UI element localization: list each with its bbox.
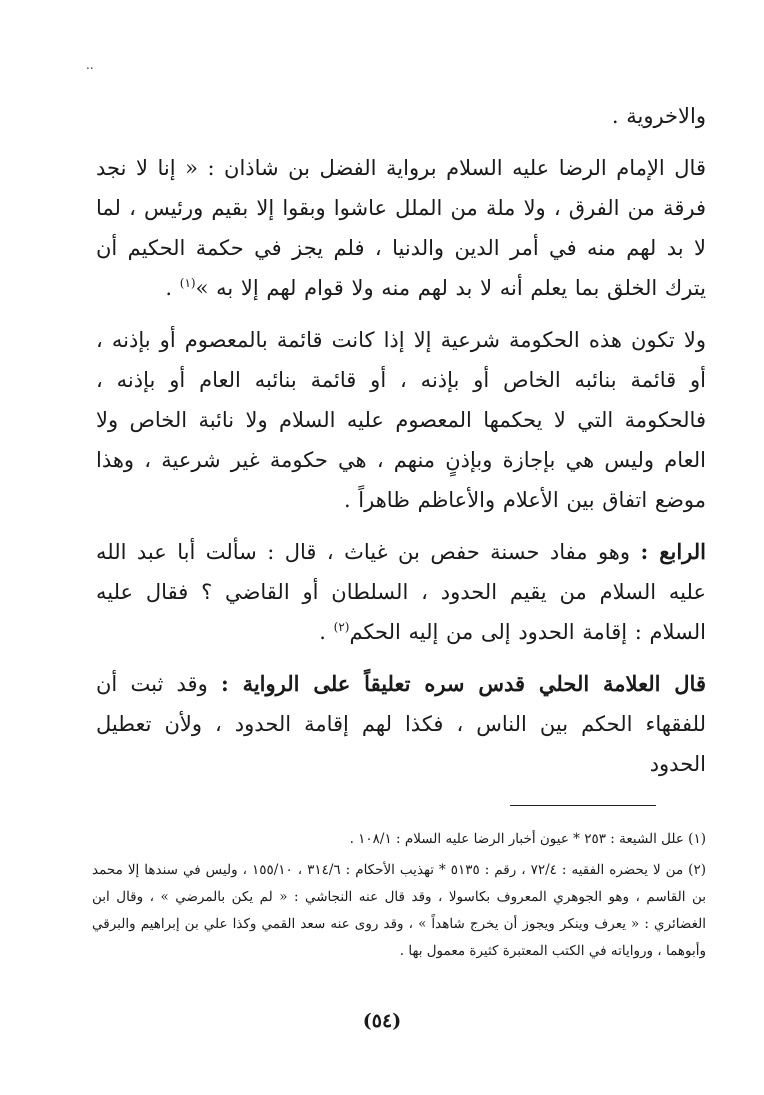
paragraph-4-text: وهو مفاد حسنة حفص بن غياث ، قال : سألت أبا عبد الله عليه السلام من يقيم الحدود ، السلطان أو القاضي ؟ فقال عليه السلام : إقامة الحدود إلى من إليه الحكم [96, 540, 706, 644]
paragraph-5 [96, 664, 706, 784]
corner-mark: .. [86, 58, 94, 72]
footnote-ref-2[interactable]: (٢) [333, 620, 350, 634]
paragraph-2-end: . [165, 276, 180, 300]
main-text [96, 96, 706, 790]
footnotes [92, 826, 706, 969]
page-number: (٥٤) [362, 1010, 402, 1032]
paragraph-2 [96, 148, 706, 308]
paragraph-4 [96, 532, 706, 652]
paragraph-3: ولا تكون هذه الحكومة شرعية إلا إذا كانت قائمة بالمعصوم أو بإذنه ، أو قائمة بنائبه الخاص أو بإذنه ، أو قائمة بنائبه العام أو بإذنه ، فالحكومة التي لا يحكمها المعصوم عليه السلام ولا نائبة الخاص ولا العام وليس هي بإجازة وبإذنٍ منهم ، هي حكومة غير شرعية ، وهذا موضع اتفاق بين الأعلام والأعاظم ظاهراً . [96, 328, 706, 512]
footnote-2: (٢) من لا يحضره الفقيه : ٧٢/٤ ، رقم : ٥١٣٥ * تهذيب الأحكام : ٣١٤/٦ ، ١٥٥/١٠ ، وليس في سندها إلا محمد بن القاسم ، وهو الجوهري المعروف بكاسولا ، وقد قال عنه النجاشي : « لم يكن بالمرضي » ، وقال ابن الغضائري : « يعرف وينكر ويجوز أن يخرج شاهداً » ، وقد روى عنه سعد القمي وكذا علي بن إبراهيم والبرقي وأبوهما ، ورواياته في الكتب المعتبرة كثيرة معمول بها . [92, 862, 706, 959]
paragraph-4-end: . [319, 620, 334, 644]
paragraph-5-text: وقد ثبت أن للفقهاء الحكم بين الناس ، فكذا لهم إقامة الحدود ، ولأن تعطيل الحدود [96, 672, 706, 776]
paragraph-1: والاخروية . [611, 104, 706, 128]
paragraph-4-lead: الرابع : [640, 539, 706, 564]
footnote-1: (١) علل الشيعة : ٢٥٣ * عيون أخبار الرضا عليه السلام : ١٠٨/١ . [349, 831, 706, 847]
paragraph-2-text: قال الإمام الرضا عليه السلام برواية الفضل بن شاذان : « إنا لا نجد فرقة من الفرق ، ولا ملة من الملل عاشوا وبقوا إلا بقيم ورئيس ، لما لا بد لهم منه في أمر الدين والدنيا ، فلم يجز في حكمة الحكيم أن يترك الخلق بما يعلم أنه لا بد لهم منه ولا قوام لهم إلا به » [96, 156, 706, 300]
paragraph-5-lead: قال العلامة الحلي قدس سره تعليقاً على الرواية : [220, 671, 706, 696]
footnote-separator [510, 805, 656, 806]
footnote-ref-1[interactable]: (١) [179, 276, 196, 290]
